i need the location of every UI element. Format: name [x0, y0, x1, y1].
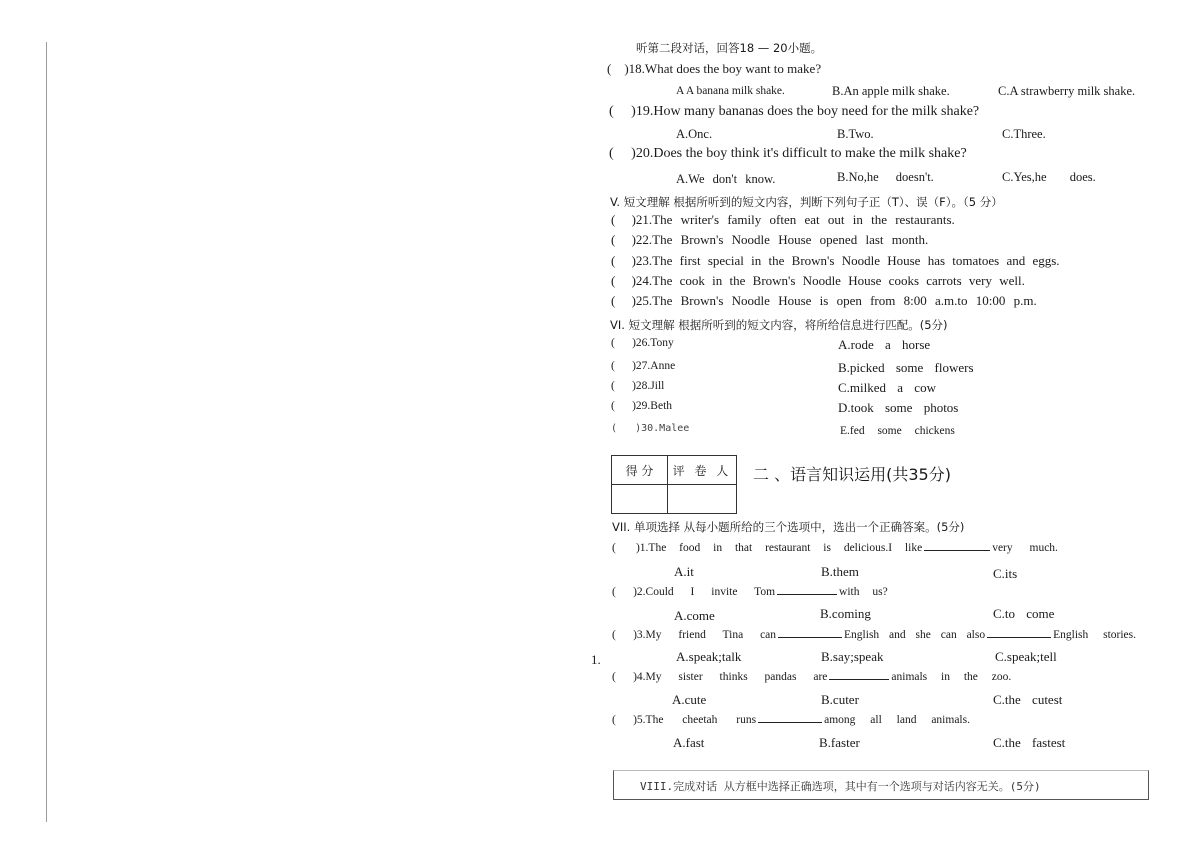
answer-blank[interactable] [758, 722, 822, 723]
mc-question-4: ( )4.My sister thinks pandas are animals in the zoo. [612, 671, 1012, 683]
option-c: C.the cutest [993, 692, 1063, 707]
option-a: A.Onc. [676, 127, 713, 141]
answer-blank[interactable] [777, 594, 837, 595]
option-a: A.fast [673, 735, 705, 750]
answer-blank[interactable] [829, 679, 889, 680]
matching-name: ( )27.Anne [611, 360, 676, 372]
question-20-stem: )20.Does the boy think it's difficult to make the milk shake? [631, 146, 967, 161]
grader-label: 评 卷 人 [668, 456, 737, 485]
part-2-title: 二 、语言知识运用(共35分) [753, 465, 951, 484]
section-5-item: ( )22.The Brown's Noodle House opened last month. [611, 232, 929, 247]
section-5-heading: V. 短文理解 根据所听到的短文内容，判断下列句子正（T）、误（F）。（5 分） [610, 195, 1003, 209]
option-b: B.faster [819, 735, 860, 750]
section-5-item: ( )21.The writer's family often eat out in the restaurants. [611, 212, 955, 227]
matching-option: A.rode a horse [838, 337, 931, 352]
question-19-stem: )19.How many bananas does the boy need for the milk shake? [631, 104, 980, 119]
question-20 [609, 146, 967, 162]
option-a: A A banana milk shake. [676, 85, 785, 97]
section-8-heading: VIII.完成对话 从方框中选择正确选项，其中有一个选项与对话内容无关。(5分) [640, 780, 1041, 793]
option-a: A.We don't know. [676, 172, 776, 186]
option-c: C.to come [993, 606, 1055, 621]
question-19 [609, 104, 979, 120]
question-18 [607, 61, 821, 77]
page-number: 1. [591, 652, 601, 667]
option-b: B.say;speak [821, 649, 884, 664]
score-table [611, 455, 737, 514]
option-b: B.coming [820, 606, 871, 621]
option-a: A.cute [672, 692, 707, 707]
option-a: A.come [674, 608, 715, 623]
option-b: B.An apple milk shake. [832, 84, 950, 98]
score-label: 得 分 [612, 456, 668, 485]
option-c: C.the fastest [993, 735, 1066, 750]
binding-margin-line [46, 42, 47, 822]
matching-option: B.picked some flowers [838, 360, 974, 375]
section-7-heading: VII. 单项选择 从每小题所给的三个选项中，选出一个正确答案。(5分) [612, 520, 965, 534]
matching-option: E.fed some chickens [840, 425, 955, 437]
matching-option: C.milked a cow [838, 380, 936, 395]
question-18-stem: )18.What does the boy want to make? [624, 61, 822, 76]
section-5-item: ( )25.The Brown's Noodle House is open from 8:00 a.m.to 10:00 p.m. [611, 293, 1037, 308]
option-c: C.its [993, 566, 1018, 581]
option-b: B.cuter [821, 692, 859, 707]
option-b: B.Two. [837, 127, 874, 141]
section-6-heading: VI. 短文理解 根据所听到的短文内容，将所给信息进行匹配。(5分) [610, 318, 948, 332]
matching-name: ( )29.Beth [611, 400, 673, 412]
option-c: C.Yes,he does. [1002, 170, 1096, 184]
answer-blank[interactable] [924, 550, 990, 551]
option-b: B.No,he doesn't. [837, 170, 934, 184]
mc-question-2: ( )2.Could I invite Tom with us? [612, 586, 888, 598]
score-cell[interactable] [612, 485, 668, 514]
option-a: A.it [674, 564, 694, 579]
answer-paren: ( [607, 61, 612, 76]
answer-blank[interactable] [987, 637, 1051, 638]
mc-question-3: ( )3.My friend Tina can English and she can also English stories. [612, 629, 1137, 641]
matching-name: ( )30.Malee [611, 423, 690, 434]
section-5-item: ( )24.The cook in the Brown's Noodle House cooks carrots very well. [611, 273, 1025, 288]
answer-paren: ( [609, 104, 614, 119]
matching-name: ( )28.Jill [611, 380, 665, 392]
section-5-item: ( )23.The first special in the Brown's Noodle House has tomatoes and eggs. [611, 253, 1060, 268]
grader-cell[interactable] [668, 485, 737, 514]
option-c: C.speak;tell [995, 649, 1057, 664]
option-a: A.speak;talk [676, 649, 742, 664]
matching-option: D.took some photos [838, 400, 959, 415]
matching-name: ( )26.Tony [611, 337, 674, 349]
mc-question-1: ( )1.The food in that restaurant is delicious.I like very much. [612, 542, 1058, 554]
answer-paren: ( [609, 146, 614, 161]
answer-blank[interactable] [778, 637, 842, 638]
option-c: C.Three. [1002, 127, 1046, 141]
option-b: B.them [821, 564, 859, 579]
mc-question-5: ( )5.The cheetah runs among all land animals. [612, 714, 970, 726]
section-8-box [613, 770, 1149, 800]
part2-listening-intro: 听第二段对话，回答18 — 20小题。 [636, 41, 823, 55]
option-c: C.A strawberry milk shake. [998, 84, 1136, 98]
